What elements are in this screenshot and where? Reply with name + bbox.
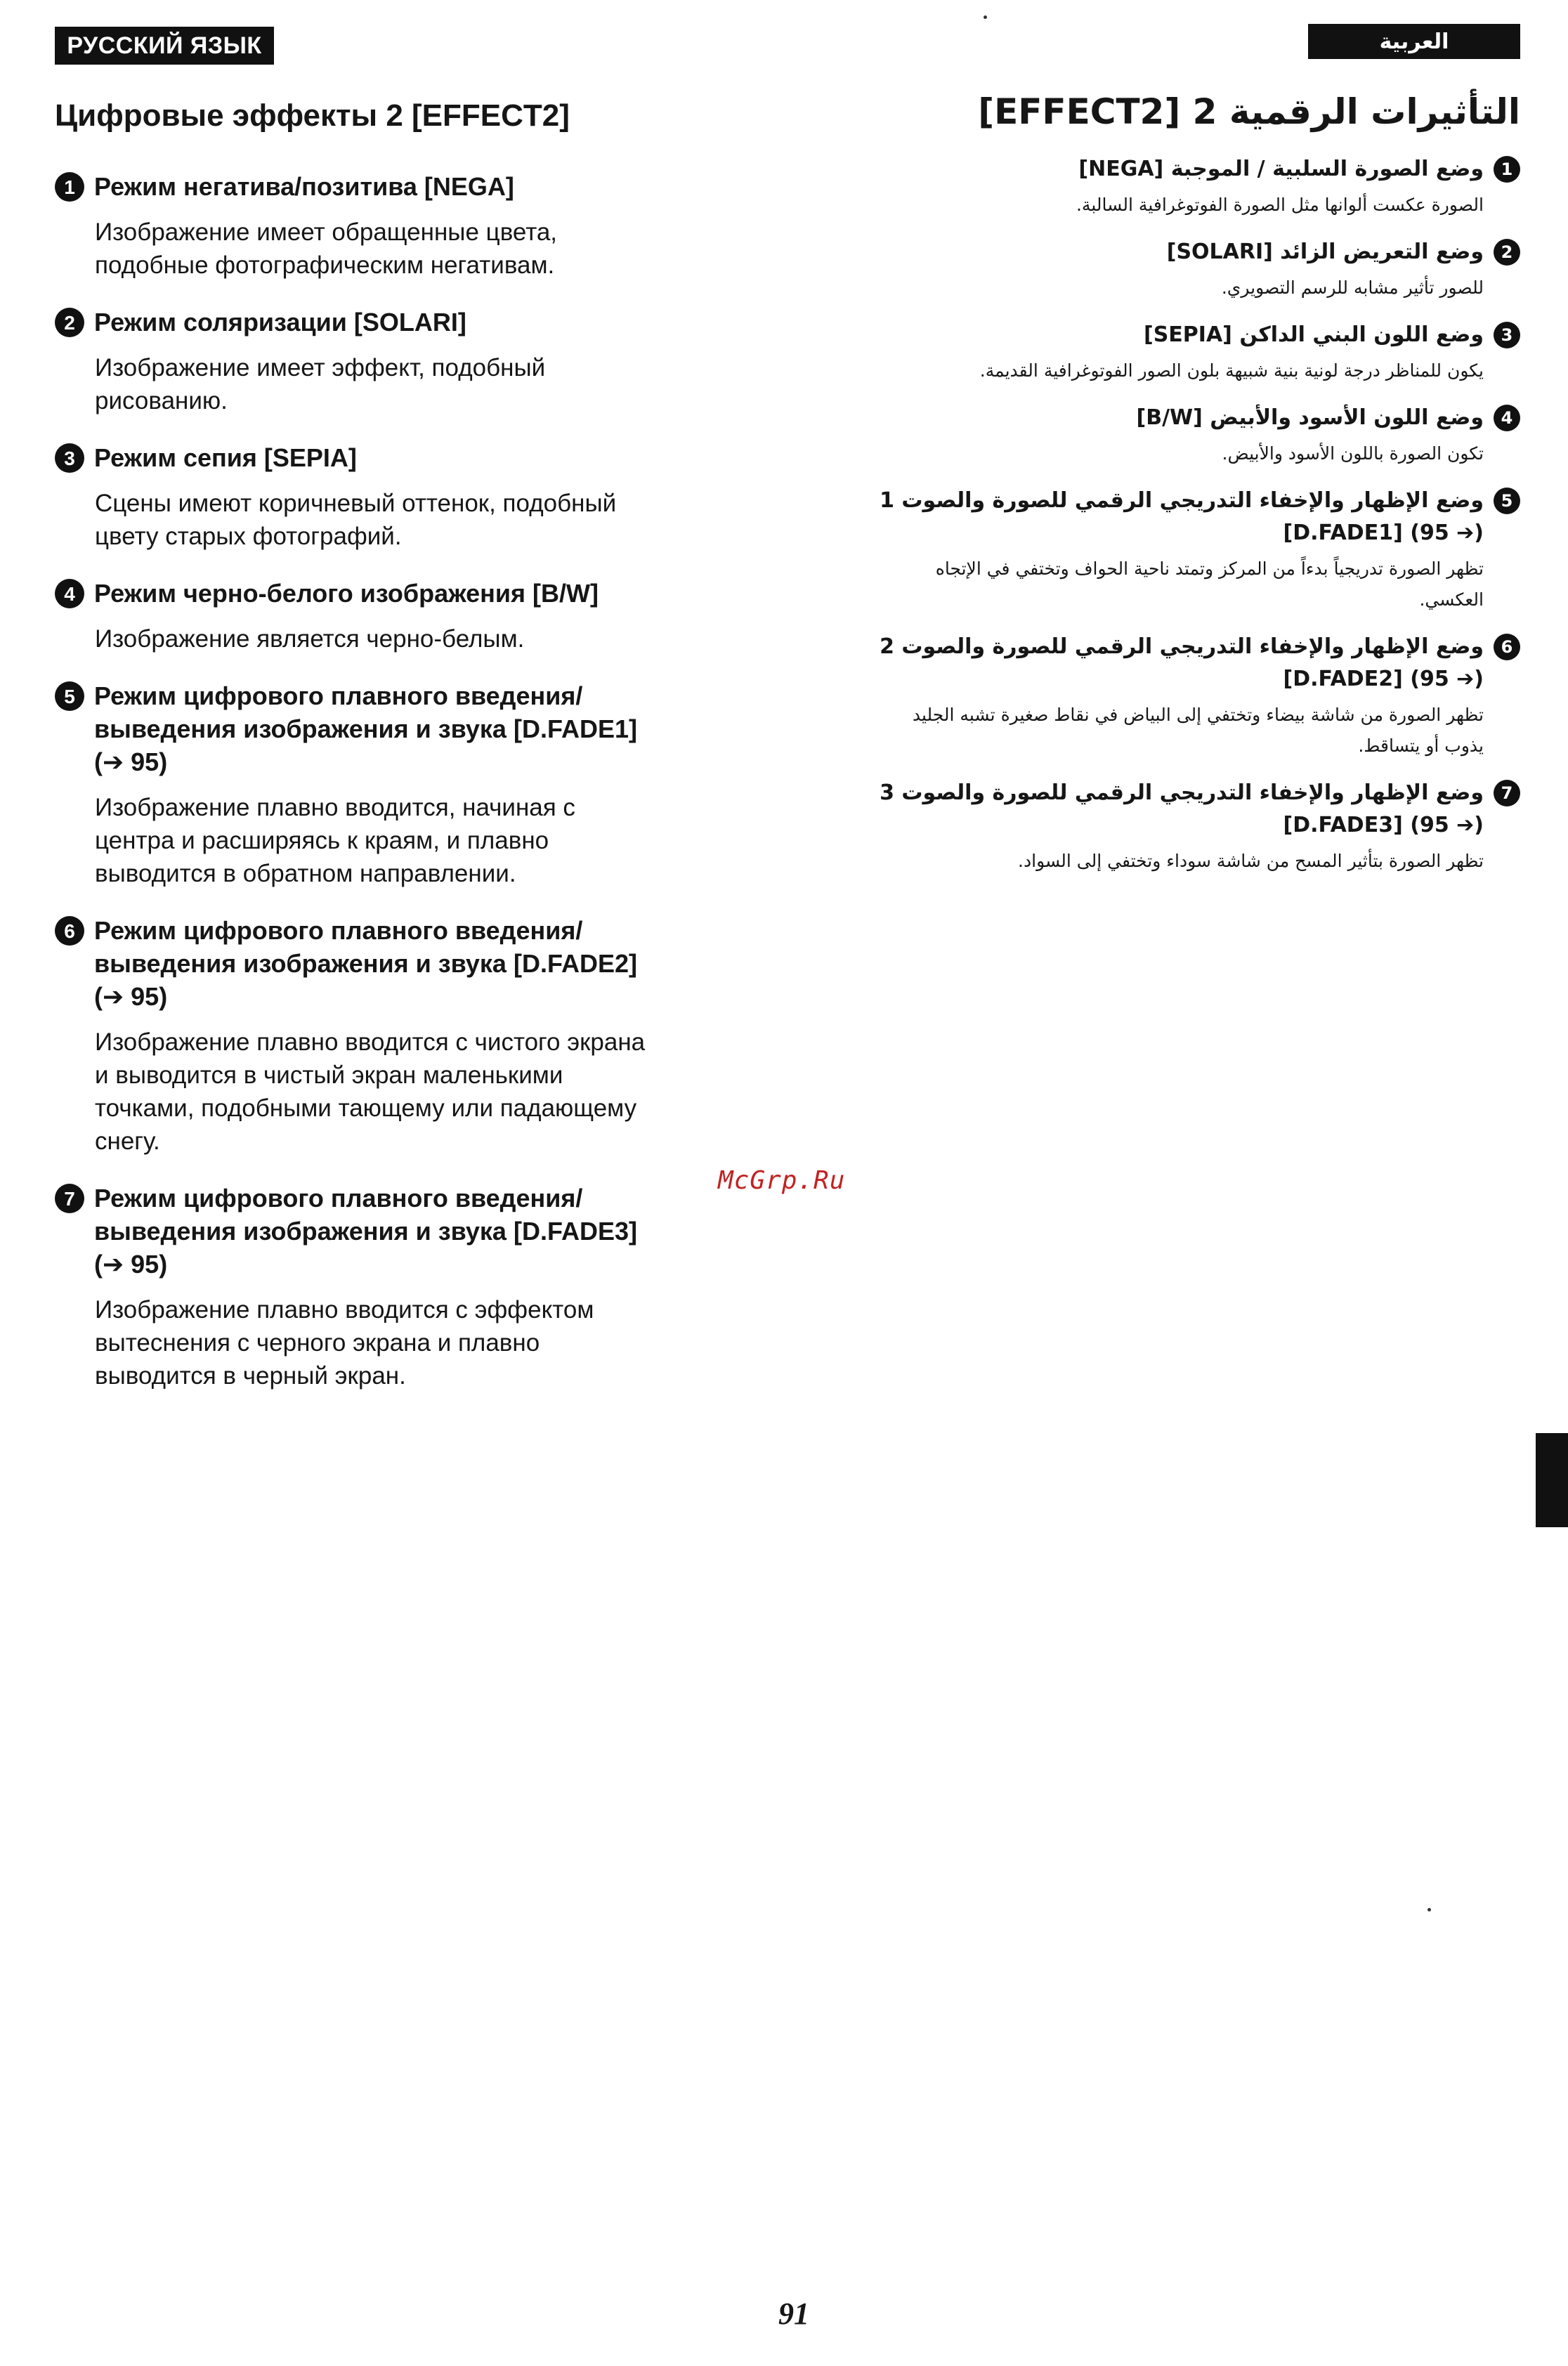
mode-heading-text: Режим цифрового плавного введения/ выведения изображения и звука [D.FADE2] (➔ 95) xyxy=(94,916,637,1011)
arabic-mode-item xyxy=(818,402,1520,469)
item-number-badge: 7 xyxy=(1494,780,1520,806)
mode-heading xyxy=(818,631,1520,695)
arabic-section-title: التأثيرات الرقمية 2 [EFFECT2] xyxy=(978,91,1520,132)
mode-description: تظهر الصورة من شاشة بيضاء وتختفي إلى البياض في نقاط صغيرة تشبه الجليد يذوب أو يتساقط. xyxy=(912,705,1484,756)
mode-heading-text: وضع اللون الأسود والأبيض [B/W] xyxy=(1136,405,1484,430)
item-number-badge: 4 xyxy=(1494,405,1520,431)
mode-heading xyxy=(55,679,757,778)
watermark-text: McGrp.Ru xyxy=(718,1166,846,1195)
item-number-badge: 2 xyxy=(1494,239,1520,266)
mode-heading xyxy=(818,319,1520,351)
mode-heading-text: Режим негатива/позитива [NEGA] xyxy=(94,172,514,201)
page-number: 91 xyxy=(778,2296,809,2331)
mode-description: تكون الصورة باللون الأسود والأبيض. xyxy=(1222,443,1484,464)
mode-heading-text: وضع اللون البني الداكن [SEPIA] xyxy=(1143,322,1484,347)
mode-description: للصور تأثير مشابه للرسم التصويري. xyxy=(1221,277,1484,298)
arabic-mode-item xyxy=(818,153,1520,221)
item-number-badge: 1 xyxy=(1494,156,1520,183)
russian-language-tab: РУССКИЙ ЯЗЫК xyxy=(55,27,274,65)
russian-item-list xyxy=(55,170,757,1392)
mode-heading xyxy=(818,153,1520,185)
mode-description: يكون للمناظر درجة لونية بنية شبيهة بلون الصور الفوتوغرافية القديمة. xyxy=(979,360,1484,381)
item-number-badge: 2 xyxy=(55,308,84,337)
russian-mode-item xyxy=(55,679,757,890)
item-number-badge: 1 xyxy=(55,172,84,202)
mode-heading xyxy=(818,485,1520,549)
russian-mode-item xyxy=(55,306,757,417)
arabic-item-list xyxy=(818,153,1520,877)
mode-heading-text: وضع الصورة السلبية / الموجبة [NEGA] xyxy=(1078,157,1484,181)
mode-description: Изображение является черно-белым. xyxy=(95,625,525,653)
mode-heading-text: وضع الإظهار والإخفاء التدريجي الرقمي للصورة والصوت 2 (➔ 95) [D.FADE2] xyxy=(880,634,1484,691)
mode-description: تظهر الصورة بتأثير المسح من شاشة سوداء وتختفي إلى السواد. xyxy=(1018,851,1484,871)
mode-description: Изображение имеет обращенные цвета, подобные фотографическим негативам. xyxy=(95,218,558,279)
russian-mode-item xyxy=(55,914,757,1158)
mode-heading xyxy=(55,1182,757,1281)
russian-section-title: Цифровые эффекты 2 [EFFECT2] xyxy=(55,98,570,133)
mode-description: Изображение имеет эффект, подобный рисованию. xyxy=(95,354,546,414)
mode-description: Изображение плавно вводится с эффектом вытеснения с черного экрана и плавно выводится в черный экран. xyxy=(95,1296,594,1390)
arabic-mode-item xyxy=(818,319,1520,386)
mode-heading-text: Режим соляризации [SOLARI] xyxy=(94,308,466,336)
item-number-badge: 3 xyxy=(1494,322,1520,348)
mode-description: الصورة عكست ألوانها مثل الصورة الفوتوغرافية السالبة. xyxy=(1076,195,1484,215)
scan-speck xyxy=(984,15,987,19)
mode-heading-text: Режим цифрового плавного введения/ выведения изображения и звука [D.FADE3] (➔ 95) xyxy=(94,1184,637,1279)
mode-heading-text: وضع الإظهار والإخفاء التدريجي الرقمي للصورة والصوت 1 (➔ 95) [D.FADE1] xyxy=(880,488,1484,545)
arabic-mode-item xyxy=(818,631,1520,762)
mode-description: Изображение плавно вводится, начиная с центра и расширяясь к краям, и плавно выводится в обратном направлении. xyxy=(95,794,575,887)
arabic-mode-item xyxy=(818,485,1520,615)
item-number-badge: 6 xyxy=(55,916,84,946)
russian-mode-item xyxy=(55,577,757,655)
mode-heading xyxy=(818,777,1520,842)
russian-mode-item xyxy=(55,1182,757,1392)
item-number-badge: 5 xyxy=(55,681,84,711)
item-number-badge: 6 xyxy=(1494,634,1520,660)
item-number-badge: 7 xyxy=(55,1184,84,1213)
mode-heading-text: Режим черно-белого изображения [B/W] xyxy=(94,579,599,608)
mode-heading-text: وضع الإظهار والإخفاء التدريجي الرقمي للصورة والصوت 3 (➔ 95) [D.FADE3] xyxy=(880,780,1484,837)
item-number-badge: 4 xyxy=(55,579,84,608)
scan-speck xyxy=(1427,1908,1431,1911)
russian-column xyxy=(55,98,757,1416)
item-number-badge: 3 xyxy=(55,443,84,473)
mode-heading xyxy=(55,914,757,1013)
item-number-badge: 5 xyxy=(1494,488,1520,514)
russian-mode-item xyxy=(55,170,757,282)
mode-heading xyxy=(55,577,757,610)
mode-description: تظهر الصورة تدريجياً بدءاً من المركز وتمتد ناحية الحواف وتختفي في الإتجاه العكسي. xyxy=(935,558,1484,610)
mode-description: Сцены имеют коричневый оттенок, подобный цвету старых фотографий. xyxy=(95,490,617,550)
mode-heading xyxy=(55,306,757,339)
mode-heading xyxy=(818,236,1520,268)
arabic-column xyxy=(818,91,1520,892)
mode-heading xyxy=(55,170,757,203)
side-thumb-tab xyxy=(1536,1433,1568,1527)
arabic-mode-item xyxy=(818,236,1520,303)
arabic-language-tab: العربية xyxy=(1308,24,1520,59)
arabic-mode-item xyxy=(818,777,1520,877)
mode-heading xyxy=(818,402,1520,434)
mode-heading xyxy=(55,441,757,474)
mode-heading-text: Режим цифрового плавного введения/ выведения изображения и звука [D.FADE1] (➔ 95) xyxy=(94,681,637,776)
mode-description: Изображение плавно вводится с чистого экрана и выводится в чистый экран маленькими точками, подобными тающему или падающему снегу. xyxy=(95,1028,646,1155)
russian-mode-item xyxy=(55,441,757,553)
mode-heading-text: Режим сепия [SEPIA] xyxy=(94,443,357,472)
mode-heading-text: وضع التعريض الزائد [SOLARI] xyxy=(1166,240,1484,264)
